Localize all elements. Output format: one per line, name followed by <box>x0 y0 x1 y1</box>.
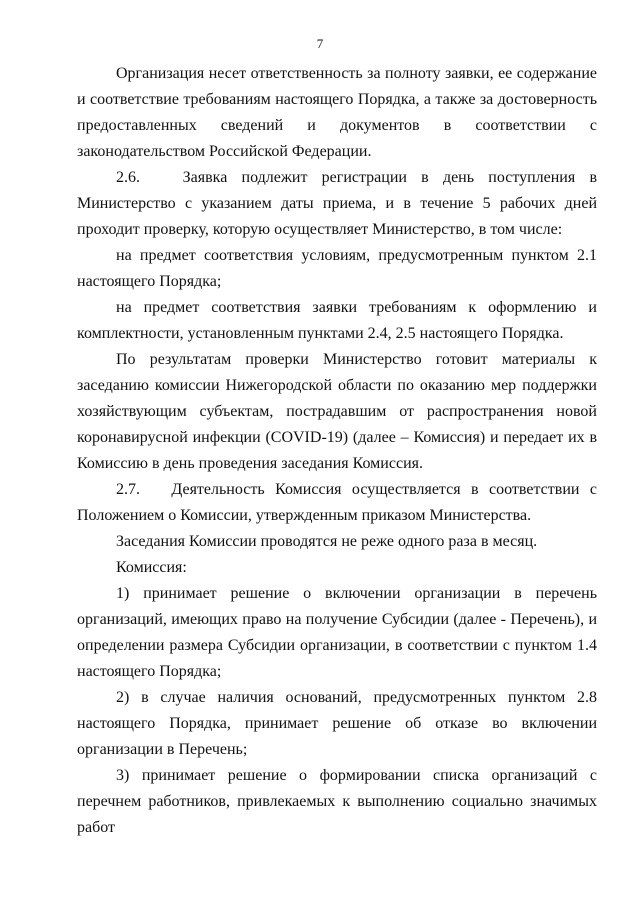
paragraph-check-conditions: на предмет соответствия условиям, предусмотренным пунктом 2.1 настоящего Порядка; <box>77 247 597 290</box>
paragraph-responsibility: Организация несет ответственность за полноту заявки, ее содержание и соответствие требованиям настоящего Порядка, а также за достоверность предоставленных сведений и документов в соответствии с законодательством Российской Федерации. <box>77 65 597 160</box>
paragraph-2-7: 2.7. Деятельность Комиссия осуществляется в соответствии с Положением о Комиссии, утвержденным приказом Министерства. <box>77 481 597 524</box>
document-body <box>77 61 597 841</box>
paragraph-2-6: 2.6. Заявка подлежит регистрации в день поступления в Министерство с указанием даты приема, и в течение 5 рабочих дней проходит проверку, которую осуществляет Министерство, в том числе: <box>77 169 597 238</box>
paragraph-meetings: Заседания Комиссии проводятся не реже одного раза в месяц. <box>116 533 538 550</box>
paragraph-check-results: По результатам проверки Министерство готовит материалы к заседанию комиссии Нижегородской области по оказанию мер поддержки хозяйствующим субъектам, пострадавшим от распространения новой коронавирусной инфекции (COVID-19) (далее – Комиссия) и передает их в Комиссию в день проведения заседания Комиссия. <box>77 351 597 472</box>
paragraph-check-requirements: на предмет соответствия заявки требованиям к оформлению и комплектности, установленным пунктами 2.4, 2.5 настоящего Порядка. <box>77 299 597 342</box>
paragraph-commission-label: Комиссия: <box>116 559 187 576</box>
page-number: 7 <box>316 36 324 51</box>
paragraph-item-3: 3) принимает решение о формировании списка организаций с перечнем работников, привлекаемых к выполнению социально значимых работ <box>77 767 597 836</box>
paragraph-item-1: 1) принимает решение о включении организации в перечень организаций, имеющих право на получение Субсидии (далее - Перечень), и определении размера Субсидии организации, в соответствии с пунктом 1.4 настоящего Порядка; <box>77 585 597 680</box>
paragraph-item-2: 2) в случае наличия оснований, предусмотренных пунктом 2.8 настоящего Порядка, принимает решение об отказе во включении организации в Перечень; <box>77 689 597 758</box>
